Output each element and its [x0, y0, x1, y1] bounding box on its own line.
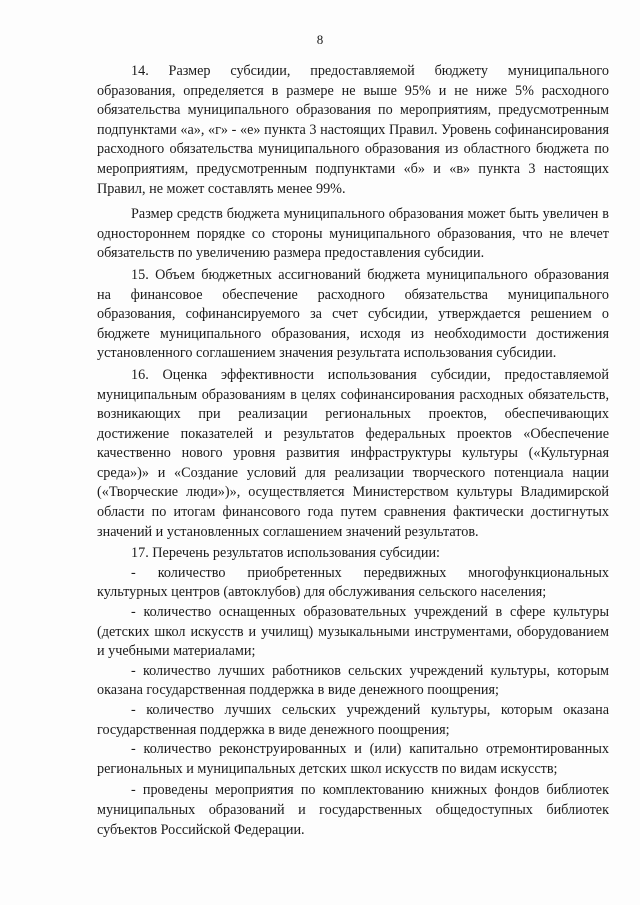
document-body: [97, 62, 609, 840]
list-item-mobile-culture-centers: - количество приобретенных передвижных многофункциональных культурных центров (автоклубов) для обслуживания сельского населения;: [97, 564, 609, 601]
list-item-library-funds: - проведены мероприятия по комплектованию книжных фондов библиотек муниципальных образований и государственных общедоступных библиотек субъектов Российской Федерации.: [97, 782, 609, 838]
list-item-best-institutions: - количество лучших сельских учреждений культуры, которым оказана государственная поддержка в виде денежного поощрения;: [97, 702, 609, 738]
list-item-renovated-schools: - количество реконструированных и (или) капитально отремонтированных региональных и муниципальных детских школ искусств по видам искусств;: [97, 741, 609, 777]
paragraph-14: 14. Размер субсидии, предоставляемой бюджету муниципального образования, определяется в размере не выше 95% и не ниже 5% расходного обязательства муниципального образования по мероприятиям, предусмотренным подпунктами «а», «г» - «е» пункта 3 настоящих Правил. Уровень софинансирования расходного обязательства муниципального образования из областного бюджета по мероприятиям, предусмотренным подпунктами «б» и «в» пункта 3 настоящих Правил, не может составлять менее 99%.: [97, 63, 609, 197]
paragraph-16: 16. Оценка эффективности использования субсидии, предоставляемой муниципальным образованиям в целях софинансирования расходных обязательств, возникающих при реализации региональных проектов, обеспечивающих достижение показателей и результатов федеральных проектов «Обеспечение качественно нового уровня развития инфраструктуры культуры («Культурная среда»)» и «Создание условий для реализации творческого потенциала нации («Творческие люди»)», осуществляется Министерством культуры Владимирской области по итогам финансового года путем сравнения фактически достигнутых значений и установленных соглашением значений результатов.: [97, 366, 609, 540]
paragraph-14-continuation: Размер средств бюджета муниципального образования может быть увеличен в одностороннем порядке со стороны муниципального образования, что не влечет обязательств по увеличению размера предоставления субсидии.: [97, 206, 609, 262]
list-item-equipped-schools: - количество оснащенных образовательных учреждений в сфере культуры (детских школ искусств и училищ) музыкальными инструментами, оборудованием и учебными материалами;: [97, 604, 609, 660]
paragraph-15: 15. Объем бюджетных ассигнований бюджета муниципального образования на финансовое обеспечение расходного обязательства муниципального образования, софинансируемого за счет субсидии, утверждается решением о бюджете муниципального образования, исходя из необходимости достижения установленного соглашением значения результата использования субсидии.: [97, 266, 609, 362]
page-number: 8: [316, 32, 324, 47]
paragraph-17: 17. Перечень результатов использования субсидии:: [131, 545, 440, 562]
list-item-best-workers: - количество лучших работников сельских учреждений культуры, которым оказана государственная поддержка в виде денежного поощрения;: [97, 662, 609, 699]
